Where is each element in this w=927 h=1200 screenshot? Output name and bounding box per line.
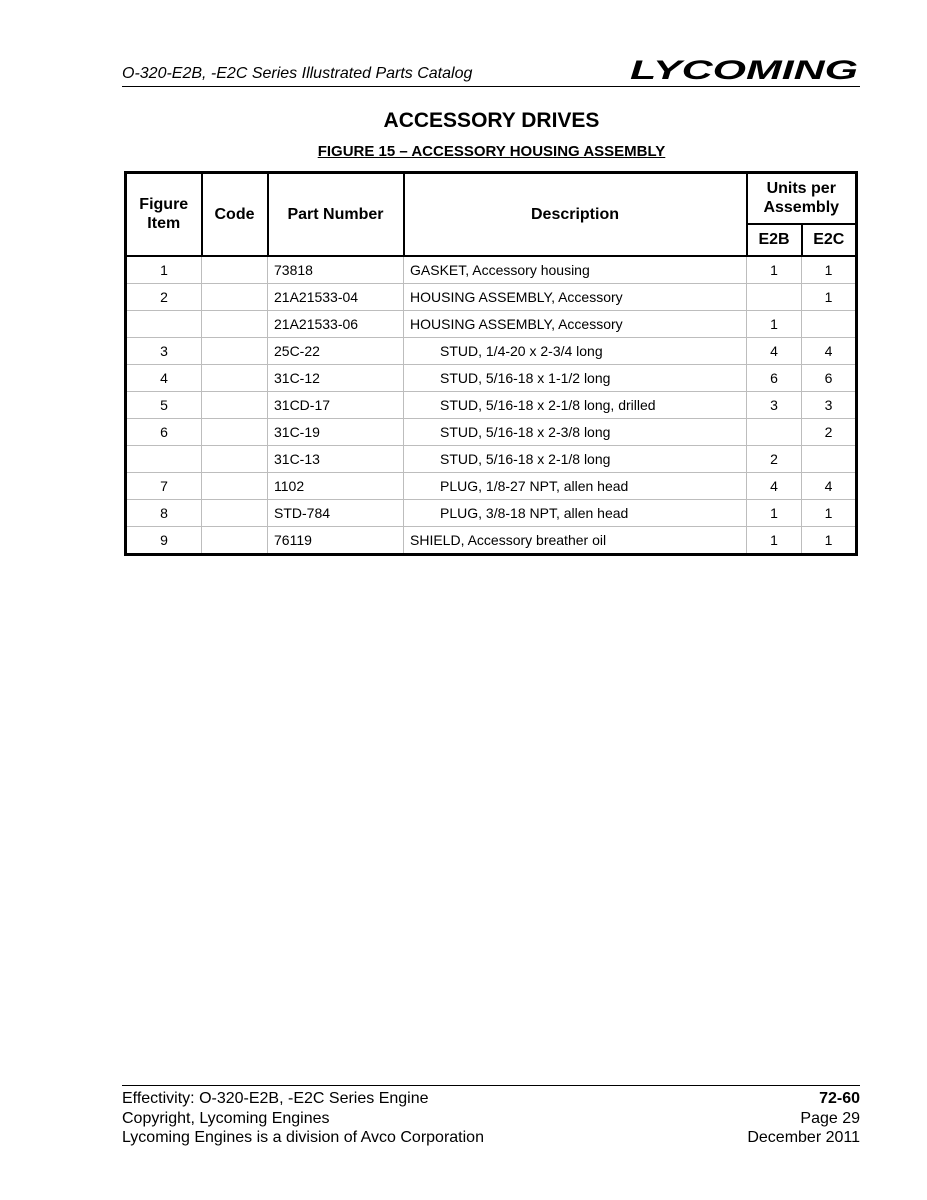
e2b-qty-cell: 1: [747, 526, 802, 554]
description-cell: STUD, 5/16-18 x 2-1/8 long: [404, 445, 747, 472]
table-row: [126, 526, 857, 554]
part-number-cell: 31CD-17: [268, 391, 404, 418]
code-cell: [202, 526, 268, 554]
e2b-qty-cell: 4: [747, 337, 802, 364]
figure-title: FIGURE 15 – ACCESSORY HOUSING ASSEMBLY: [317, 143, 666, 160]
table-row: [126, 472, 857, 499]
units-header: [747, 173, 857, 224]
figure-item-cell: 7: [126, 472, 202, 499]
footer-division: Lycoming Engines is a division of Avco Corporation: [122, 1129, 484, 1146]
code-cell: [202, 472, 268, 499]
figure-item-cell: 9: [126, 526, 202, 554]
description-cell: PLUG, 3/8-18 NPT, allen head: [404, 499, 747, 526]
description-cell: SHIELD, Accessory breather oil: [404, 526, 747, 554]
e2b-qty-cell: 6: [747, 364, 802, 391]
e2b-qty-cell: 1: [747, 499, 802, 526]
units-header-line1: Units per: [766, 180, 836, 198]
part-number-cell: 21A21533-04: [268, 283, 404, 310]
code-cell: [202, 364, 268, 391]
code-cell: [202, 337, 268, 364]
table-row: [126, 445, 857, 472]
code-cell: [202, 256, 268, 284]
e2c-qty-cell: 1: [802, 526, 857, 554]
code-cell: [202, 283, 268, 310]
parts-table: [124, 171, 858, 556]
catalog-title: O-320-E2B, -E2C Series Illustrated Parts Catalog: [122, 65, 473, 82]
table-row: [126, 256, 857, 284]
footer-effectivity: Effectivity: O-320-E2B, -E2C Series Engine: [122, 1090, 429, 1107]
e2c-qty-cell: 6: [802, 364, 857, 391]
e2c-qty-cell: [802, 310, 857, 337]
footer-page-code: 72-60: [819, 1090, 860, 1107]
e2c-qty-cell: 3: [802, 391, 857, 418]
e2c-qty-cell: [802, 445, 857, 472]
logo-wordmark: LYCOMING: [630, 57, 858, 83]
figure-item-cell: 8: [126, 499, 202, 526]
figure-item-cell: 6: [126, 418, 202, 445]
figure-item-cell: 5: [126, 391, 202, 418]
part-number-cell: 1102: [268, 472, 404, 499]
description-cell: HOUSING ASSEMBLY, Accessory: [404, 310, 747, 337]
table-row: [126, 418, 857, 445]
code-header: Code: [202, 173, 268, 256]
e2b-qty-cell: 3: [747, 391, 802, 418]
part-number-cell: 76119: [268, 526, 404, 554]
code-cell: [202, 499, 268, 526]
e2c-qty-cell: 4: [802, 472, 857, 499]
code-cell: [202, 418, 268, 445]
code-cell: [202, 310, 268, 337]
table-header: [126, 173, 857, 256]
e2b-qty-cell: 1: [747, 256, 802, 284]
part-number-cell: 31C-13: [268, 445, 404, 472]
table-row: [126, 283, 857, 310]
part-number-cell: 25C-22: [268, 337, 404, 364]
description-cell: STUD, 5/16-18 x 2-3/8 long: [404, 418, 747, 445]
table-row: [126, 364, 857, 391]
figure-item-cell: 4: [126, 364, 202, 391]
table-body: [126, 256, 857, 555]
page-footer: [122, 1085, 860, 1148]
description-header: Description: [404, 173, 747, 256]
table-row: [126, 337, 857, 364]
lycoming-logo: [628, 57, 860, 83]
e2b-qty-cell: [747, 418, 802, 445]
e2b-qty-cell: 1: [747, 310, 802, 337]
e2b-header: E2B: [747, 224, 802, 256]
code-cell: [202, 445, 268, 472]
page-header: [122, 58, 860, 87]
table-row: [126, 310, 857, 337]
code-cell: [202, 391, 268, 418]
figure-item-header-line1: Figure: [139, 196, 189, 214]
part-number-cell: STD-784: [268, 499, 404, 526]
section-title: ACCESSORY DRIVES: [383, 109, 600, 132]
description-cell: STUD, 1/4-20 x 2-3/4 long: [404, 337, 747, 364]
figure-item-cell: 1: [126, 256, 202, 284]
part-number-header: Part Number: [268, 173, 404, 256]
e2c-qty-cell: 1: [802, 256, 857, 284]
e2c-qty-cell: 2: [802, 418, 857, 445]
figure-item-header-line2: Item: [147, 215, 181, 233]
description-cell: GASKET, Accessory housing: [404, 256, 747, 284]
description-cell: HOUSING ASSEMBLY, Accessory: [404, 283, 747, 310]
part-number-cell: 21A21533-06: [268, 310, 404, 337]
units-header-line2: Assembly: [763, 199, 840, 217]
e2c-qty-cell: 1: [802, 283, 857, 310]
description-cell: PLUG, 1/8-27 NPT, allen head: [404, 472, 747, 499]
figure-item-cell: 2: [126, 283, 202, 310]
e2c-header: E2C: [802, 224, 857, 256]
figure-item-cell: [126, 310, 202, 337]
footer-copyright: Copyright, Lycoming Engines: [122, 1109, 330, 1127]
figure-item-header: [126, 173, 202, 256]
e2c-qty-cell: 4: [802, 337, 857, 364]
description-cell: STUD, 5/16-18 x 1-1/2 long: [404, 364, 747, 391]
e2b-qty-cell: [747, 283, 802, 310]
table-row: [126, 391, 857, 418]
table-row: [126, 499, 857, 526]
e2b-qty-cell: 2: [747, 445, 802, 472]
footer-page-number: Page 29: [800, 1109, 860, 1127]
footer-date: December 2011: [747, 1129, 860, 1146]
part-number-cell: 31C-12: [268, 364, 404, 391]
figure-item-cell: [126, 445, 202, 472]
part-number-cell: 31C-19: [268, 418, 404, 445]
e2b-qty-cell: 4: [747, 472, 802, 499]
figure-item-cell: 3: [126, 337, 202, 364]
e2c-qty-cell: 1: [802, 499, 857, 526]
part-number-cell: 73818: [268, 256, 404, 284]
description-cell: STUD, 5/16-18 x 2-1/8 long, drilled: [404, 391, 747, 418]
